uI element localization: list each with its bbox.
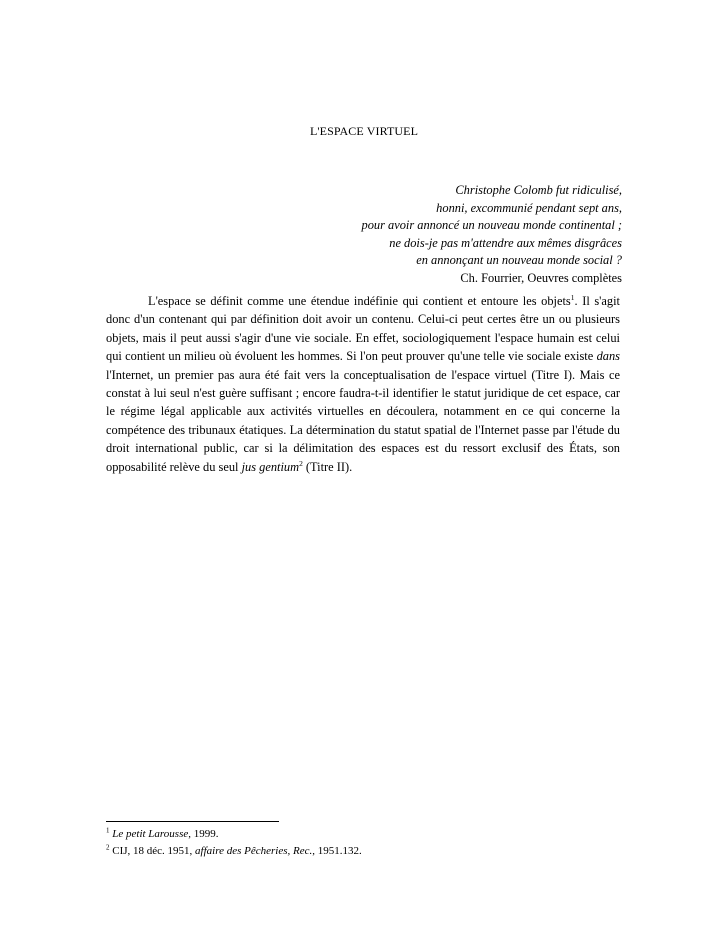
epigraph-line: Christophe Colomb fut ridiculisé, [455, 183, 622, 197]
paragraph-text: L'espace se définit comme une étendue indéfinie qui contient et entoure les objets [148, 294, 571, 308]
footnote-text: , 1999. [188, 828, 219, 840]
footnote-text: , 1951.132. [312, 845, 362, 857]
footnote-1 [106, 826, 606, 843]
page-title: L'ESPACE VIRTUEL [309, 124, 419, 138]
footnote-separator [106, 821, 279, 822]
epigraph [202, 182, 622, 288]
epigraph-line: ne dois-je pas m'attendre aux mêmes disgrâces [389, 235, 622, 250]
body-paragraph [106, 292, 620, 476]
footnote-italic: affaire des Pêcheries, Rec. [195, 845, 313, 857]
epigraph-line: en annonçant un nouveau monde social ? [416, 253, 622, 268]
footnote-2 [106, 843, 606, 860]
epigraph-author: Ch. Fourrier, Oeuvres complètes [460, 270, 622, 285]
paragraph-text: l'Internet, un premier pas aura été fait vers la conceptualisation de l'espace virtuel (Titre I). Mais ce constat à lui seul n'est guère suffisant ; encore faudra-t-il identifier le statut juridique de cet espace, car le régime légal applicable aux activités virtuelles en découlera, notamment en ce qui concerne la compétence des tribunaux étatiques. La détermination du statut spatial de l'Internet passe par l'étude du droit international public, car si la délimitation des espaces est du ressort exclusif des États, son opposabilité relève du seul [106, 367, 620, 474]
footnote-italic: Le petit Larousse [112, 828, 189, 840]
epigraph-line: pour avoir annoncé un nouveau monde continental ; [361, 218, 622, 233]
emphasis-jus-gentium: jus gentium [241, 459, 300, 474]
emphasis-dans: dans [596, 349, 620, 364]
epigraph-line: honni, excommunié pendant sept ans, [436, 200, 622, 215]
footnote-text: CIJ, 18 déc. 1951, [112, 845, 196, 857]
footnotes [106, 826, 606, 860]
paragraph-text: (Titre II). [302, 459, 353, 474]
footnote-number: 2 [106, 843, 110, 852]
footnote-number: 1 [106, 826, 110, 835]
paragraph [106, 292, 620, 476]
paragraph-text: . Il s'agit donc d'un contenant qui par définition doit avoir un contenu. Celui-ci peut certes être un ou plusieurs objets, mais il peut aussi s'agir d'une vie sociale. En effet, sociologiquement l'espace humain est celui qui contient un milieu où évoluent les hommes. Si l'on peut prouver qu'une telle vie sociale existe [106, 294, 620, 364]
footnote-ref-1[interactable]: 1 [570, 292, 575, 302]
footnote-ref-2[interactable]: 2 [299, 458, 303, 468]
